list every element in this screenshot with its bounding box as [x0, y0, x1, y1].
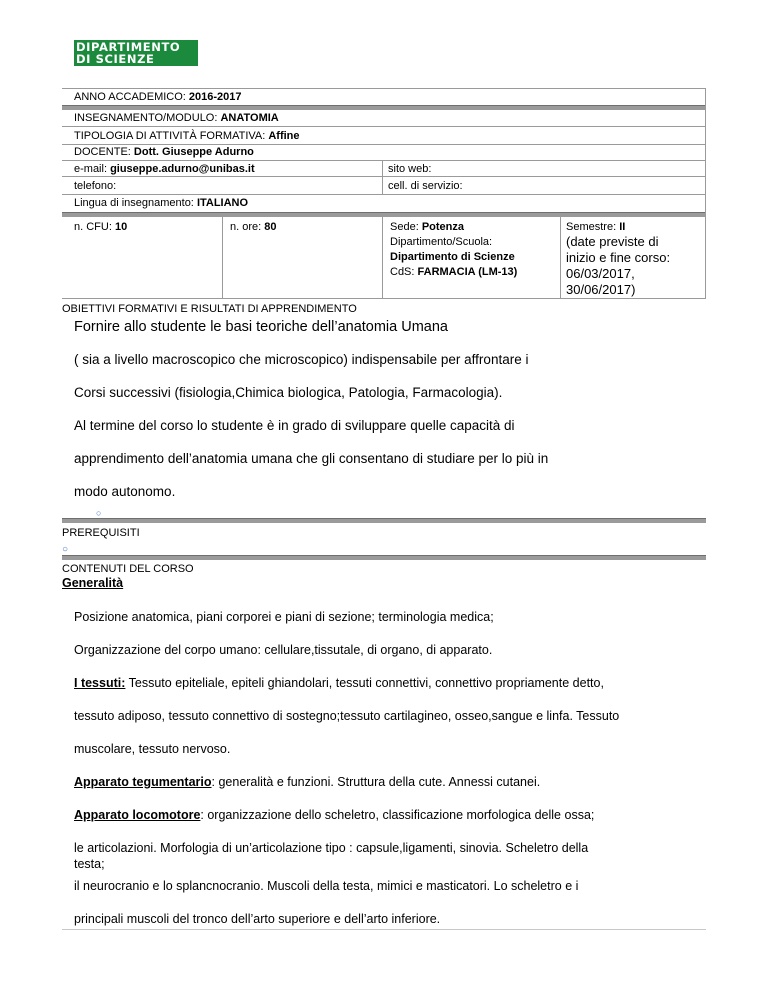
- docente-label: DOCENTE:: [74, 146, 134, 158]
- locomotore-text: : organizzazione dello scheletro, classificazione morfologica delle ossa;: [200, 808, 595, 822]
- obiettivi-line: modo autonomo.: [74, 484, 176, 499]
- department-logo: [74, 40, 198, 66]
- table-divider: [382, 217, 383, 298]
- contenuti-line: Posizione anatomica, piani corporei e piani di sezione; terminologia medica;: [74, 610, 494, 624]
- lingua-label: Lingua di insegnamento:: [74, 197, 197, 209]
- tessuti-text: Tessuto epiteliale, epiteli ghiandolari, tessuti connettivi, connettivo propriamente detto,: [125, 676, 604, 690]
- email: [74, 162, 255, 176]
- bullet-icon: ○: [62, 544, 69, 555]
- date-line-4: 30/06/2017): [566, 282, 636, 297]
- date-line-1: (date previste di: [566, 234, 659, 249]
- obiettivi-line: apprendimento dell’anatomia umana che gli consentano di studiare per lo più in: [74, 451, 549, 466]
- sede-label: Sede:: [390, 221, 422, 233]
- tegumentario-line: [74, 774, 540, 790]
- section-rule: [62, 555, 706, 560]
- bullet-icon: ○: [96, 508, 102, 518]
- email-value[interactable]: giuseppe.adurno@unibas.it: [110, 163, 255, 175]
- cell-servizio: cell. di servizio:: [388, 180, 463, 192]
- generalita-heading: [62, 576, 123, 591]
- table-rule: [62, 160, 706, 161]
- table-rule: [62, 88, 706, 89]
- anno-accademico: [74, 90, 242, 104]
- insegnamento: [74, 111, 279, 125]
- section-rule: [62, 518, 706, 523]
- obiettivi-line: Corsi successivi (fisiologia,Chimica biologica, Patologia, Farmacologia).: [74, 385, 503, 400]
- lingua-value: ITALIANO: [196, 197, 249, 209]
- sito-web: sito web:: [388, 163, 432, 175]
- table-rule: [62, 298, 706, 299]
- tessuti-label: I tessuti:: [74, 676, 126, 690]
- semestre-block: [566, 220, 702, 298]
- ore: [230, 220, 277, 234]
- logo-line-1: DIPARTIMENTO: [76, 40, 181, 54]
- table-thick-rule: [62, 105, 706, 110]
- bottom-rule: [62, 929, 706, 930]
- semestre-label: Semestre:: [566, 221, 620, 233]
- semestre-value: II: [619, 221, 626, 233]
- cfu-label: n. CFU:: [74, 221, 115, 233]
- date-line-3: 06/03/2017,: [566, 266, 635, 281]
- tessuti-line: [74, 675, 604, 691]
- table-divider: [560, 217, 561, 298]
- insegnamento-label: INSEGNAMENTO/MODULO:: [74, 112, 221, 124]
- sede-value: Potenza: [421, 221, 464, 233]
- obiettivi-heading: OBIETTIVI FORMATIVI E RISULTATI DI APPRENDIMENTO: [62, 303, 357, 315]
- cds: [390, 265, 517, 279]
- generalita-label: Generalità: [62, 576, 124, 590]
- tipologia: [74, 129, 300, 143]
- table-border-right: [705, 88, 706, 298]
- contenuti-line: muscolare, tessuto nervoso.: [74, 742, 231, 756]
- contenuti-heading: CONTENUTI DEL CORSO: [62, 563, 194, 575]
- insegnamento-value: ANATOMIA: [220, 112, 279, 124]
- prerequisiti-heading: PREREQUISITI: [62, 527, 140, 539]
- tipologia-value: Affine: [268, 130, 300, 142]
- obiettivi-line: ( sia a livello macroscopico che microscopico) indispensabile per affrontare i: [74, 352, 529, 367]
- contenuti-line: tessuto adiposo, tessuto connettivo di sostegno;tessuto cartilagineo, osseo,sangue e linfa. Tessuto: [74, 709, 620, 723]
- sede: [390, 220, 464, 234]
- dipartimento-value: Dipartimento di Scienze: [390, 251, 515, 263]
- table-divider: [222, 217, 223, 298]
- tipologia-label: TIPOLOGIA DI ATTIVITÀ FORMATIVA:: [74, 130, 269, 142]
- anno-label: ANNO ACCADEMICO:: [74, 91, 189, 103]
- cfu: [74, 220, 127, 234]
- contenuti-line: principali muscoli del tronco dell’arto superiore e dell’arto inferiore.: [74, 912, 441, 926]
- table-rule: [62, 176, 706, 177]
- tegumentario-text: : generalità e funzioni. Struttura della cute. Annessi cutanei.: [211, 775, 541, 789]
- ore-value: 80: [264, 221, 277, 233]
- docente-value: Dott. Giuseppe Adurno: [133, 146, 254, 158]
- contenuti-line: Organizzazione del corpo umano: cellulare,tissutale, di organo, di apparato.: [74, 643, 493, 657]
- docente: [74, 145, 254, 159]
- cds-value: FARMACIA (LM-13): [417, 266, 518, 278]
- contenuti-line: testa;: [74, 857, 105, 871]
- dipartimento-label: Dipartimento/Scuola:: [390, 236, 493, 248]
- lingua: [74, 196, 248, 210]
- anno-value: 2016-2017: [188, 91, 242, 103]
- telefono: telefono:: [74, 180, 117, 192]
- table-rule: [62, 194, 706, 195]
- obiettivi-line: Al termine del corso lo studente è in grado di sviluppare quelle capacità di: [74, 418, 515, 433]
- contenuti-line: le articolazioni. Morfologia di un’articolazione tipo : capsule,ligamenti, sinovia. Scheletro della: [74, 841, 589, 855]
- tegumentario-label: Apparato tegumentario: [74, 775, 212, 789]
- cfu-value: 10: [114, 221, 128, 233]
- table-divider: [382, 160, 383, 194]
- obiettivi-line: Fornire allo studente le basi teoriche dell’anatomia Umana: [74, 319, 448, 335]
- contenuti-line: il neurocranio e lo splancnocranio. Muscoli della testa, mimici e masticatori. Lo scheletro e i: [74, 879, 579, 893]
- email-label: e-mail:: [74, 163, 111, 175]
- table-rule: [62, 126, 706, 127]
- cds-label: CdS:: [390, 266, 418, 278]
- semestre: [566, 220, 702, 234]
- ore-label: n. ore:: [230, 221, 265, 233]
- locomotore-label: Apparato locomotore: [74, 808, 201, 822]
- locomotore-line: [74, 807, 594, 823]
- table-thick-rule: [62, 212, 706, 217]
- logo-line-2: DI SCIENZE: [76, 52, 155, 66]
- date-line-2: inizio e fine corso:: [566, 250, 671, 265]
